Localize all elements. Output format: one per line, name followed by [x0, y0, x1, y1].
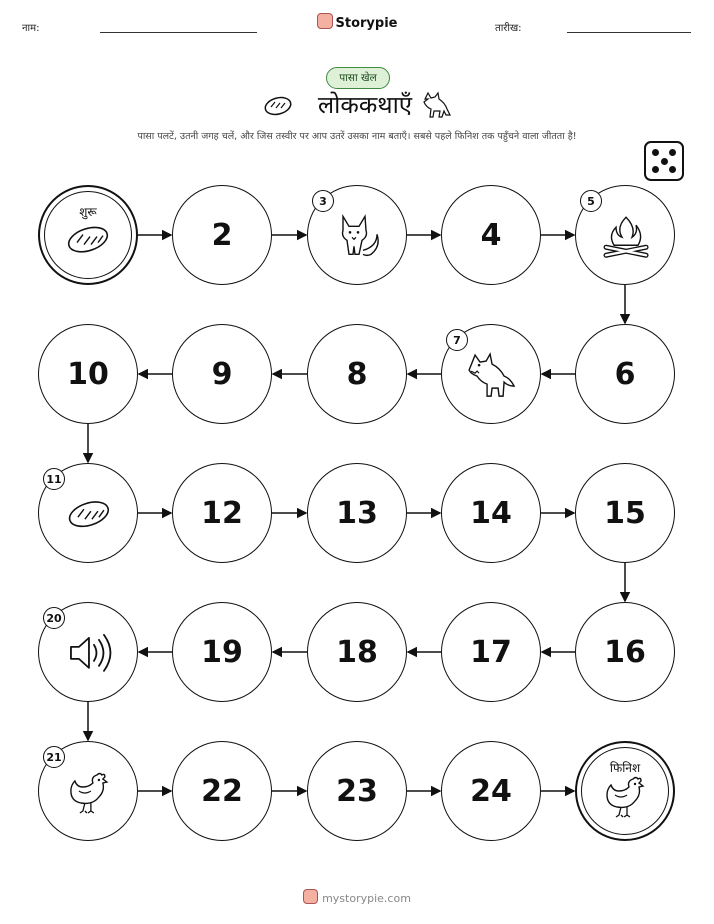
board-square-17 [441, 602, 541, 702]
square-number-tag: 7 [446, 329, 468, 351]
board-square-7 [441, 324, 541, 424]
square-number: 14 [470, 495, 512, 531]
square-number: 12 [201, 495, 243, 531]
board-square-23 [307, 741, 407, 841]
campfire-icon [600, 211, 652, 265]
board-square-13 [307, 463, 407, 563]
date-label: तारीख: [495, 23, 522, 34]
square-number: 10 [67, 356, 109, 392]
square-number-tag: 3 [312, 190, 334, 212]
board-square-1 [38, 185, 138, 285]
square-number: 17 [470, 634, 512, 670]
bread-icon [65, 223, 111, 259]
instructions: पासा पलटें, उतनी जगह चलें, और जिस तस्वीर पर आप उतरें उसका नाम बताएँ। सबसे पहले फिनिश तक पहुँचने वाला जीतता है! [137, 131, 577, 142]
hen-icon [67, 769, 111, 819]
board-square-16 [575, 602, 675, 702]
board-square-12 [172, 463, 272, 563]
square-number: 18 [336, 634, 378, 670]
square-number: 13 [336, 495, 378, 531]
board-square-11 [38, 463, 138, 563]
square-number: 22 [201, 773, 243, 809]
square-number: 9 [211, 356, 233, 392]
board-square-4 [441, 185, 541, 285]
start-label: शुरू [79, 205, 97, 219]
storypie-logo-icon [303, 889, 318, 904]
game-badge: पासा खेल [326, 67, 390, 89]
square-number: 8 [346, 356, 368, 392]
board-square-18 [307, 602, 407, 702]
speaker-icon [65, 631, 113, 679]
board-square-9 [172, 324, 272, 424]
finish-label: फिनिश [609, 761, 641, 775]
board-square-25 [575, 741, 675, 841]
footer [0, 889, 714, 905]
board-square-10 [38, 324, 138, 424]
square-number: 24 [470, 773, 512, 809]
wolf-icon [465, 351, 519, 403]
square-number: 16 [604, 634, 646, 670]
board-square-19 [172, 602, 272, 702]
hen-icon [603, 773, 647, 823]
board-square-21 [38, 741, 138, 841]
page-title: लोककथाएँ [317, 91, 413, 119]
square-number: 15 [604, 495, 646, 531]
board-square-2 [172, 185, 272, 285]
brand-name: Storypie [335, 16, 398, 31]
square-number: 4 [480, 217, 502, 253]
board-square-8 [307, 324, 407, 424]
square-number: 19 [201, 634, 243, 670]
board-square-22 [172, 741, 272, 841]
square-number-tag: 20 [43, 607, 65, 629]
name-label: नाम: [22, 23, 40, 34]
fox-icon [333, 210, 383, 266]
board-square-3 [307, 185, 407, 285]
board-square-20 [38, 602, 138, 702]
board-square-24 [441, 741, 541, 841]
square-number: 23 [336, 773, 378, 809]
board-square-6 [575, 324, 675, 424]
bread-icon [66, 497, 112, 533]
square-number-tag: 21 [43, 746, 65, 768]
square-number-tag: 11 [43, 468, 65, 490]
square-number: 6 [614, 356, 636, 392]
board-square-5 [575, 185, 675, 285]
board-square-14 [441, 463, 541, 563]
square-number-tag: 5 [580, 190, 602, 212]
square-number: 2 [211, 217, 233, 253]
board-square-15 [575, 463, 675, 563]
footer-url[interactable]: mystorypie.com [322, 892, 411, 905]
